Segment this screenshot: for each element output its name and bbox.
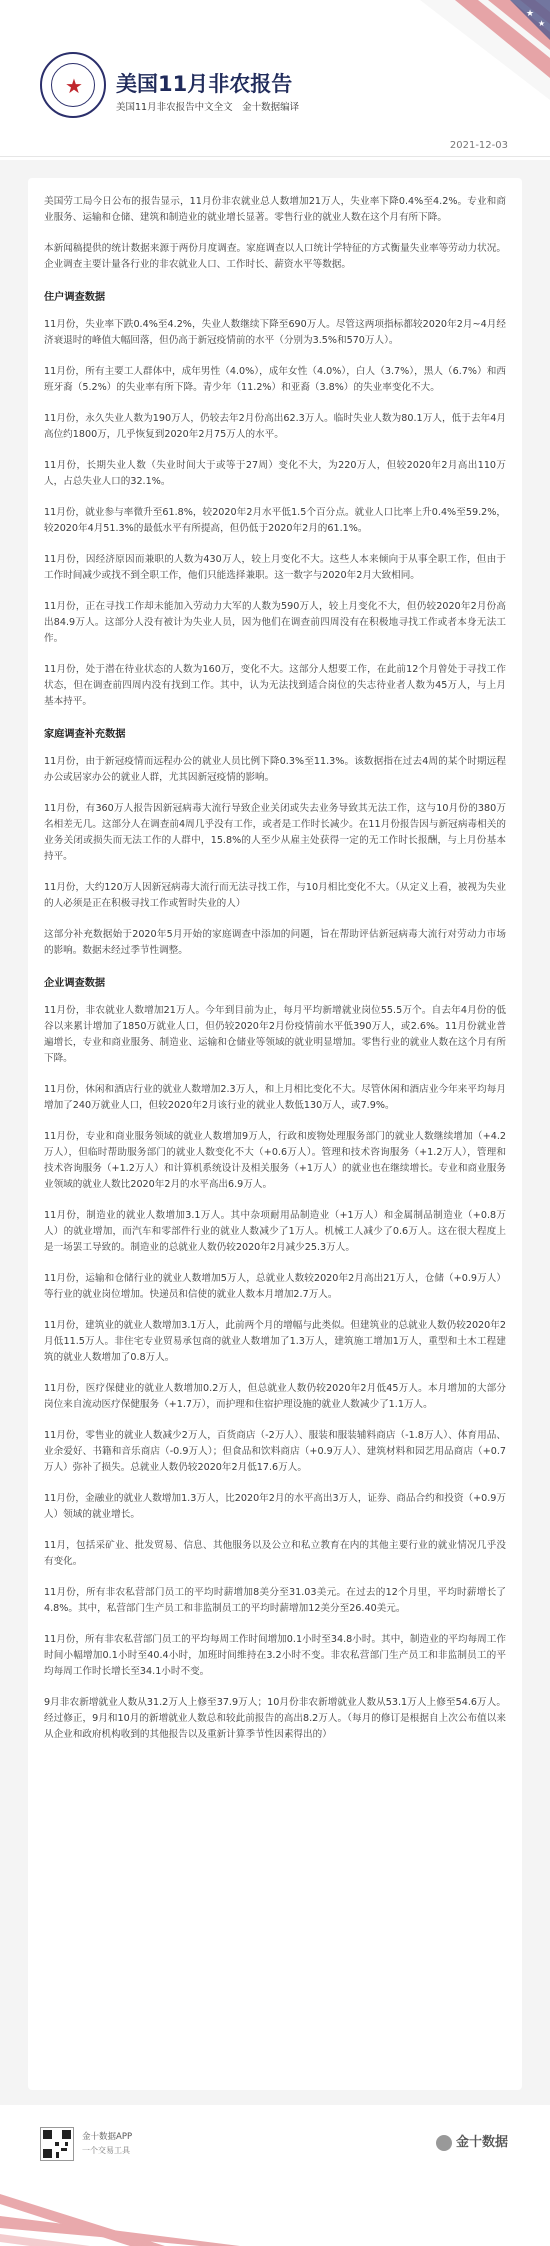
report-header xyxy=(0,0,550,136)
header-divider xyxy=(0,156,550,157)
paragraph: 11月份，金融业的就业人数增加1.3万人，比2020年2月的水平高出3万人，证券、商品合约和投资（+0.9万人）领域的就业增长。 xyxy=(44,1493,506,1520)
brand-mark-icon xyxy=(436,2135,452,2151)
paragraph: 美国劳工局今日公布的报告显示，11月份非农就业总人数增加21万人，失业率下降0.4%至4.2%。专业和商业服务、运输和仓储、建筑和制造业的就业增长显著。零售行业的就业人数在这个月有所下降。 xyxy=(44,196,506,223)
paragraph: 11月份，大约120万人因新冠病毒大流行而无法寻找工作，与10月相比变化不大。（从定义上看，被视为失业的人必须是正在积极寻找工作或暂时失业的人） xyxy=(44,882,506,909)
paragraph: 11月份，就业参与率微升至61.8%，较2020年2月水平低1.5个百分点。就业人口比率上升0.4%至59.2%，较2020年4月51.3%的最低水平有所提高，但仍低于2020年2月的61.1%。 xyxy=(44,507,506,534)
paragraph: 11月份，休闲和酒店行业的就业人数增加2.3万人，和上月相比变化不大。尽管休闲和酒店业今年来平均每月增加了240万就业人口，但较2020年2月该行业的就业人数低130万人，或7.9%。 xyxy=(44,1084,506,1111)
paragraph: 11月份，正在寻找工作却未能加入劳动力大军的人数为590万人，较上月变化不大，但仍较2020年2月份高出84.9万人。这部分人没有被计为失业人员，因为他们在调查前四周没有在积极地寻找工作或者本身无法工作。 xyxy=(44,601,506,644)
paragraph: 11月份，运输和仓储行业的就业人数增加5万人，总就业人数较2020年2月高出21万人，仓储（+0.9万人）等行业的就业岗位增加。快递员和信使的就业人数本月增加2.7万人。 xyxy=(44,1273,506,1300)
app-tagline: 一个交易工具 xyxy=(82,2146,130,2155)
app-name: 金十数据APP xyxy=(82,2132,133,2142)
paragraph: 11月份，永久失业人数为190万人，仍较去年2月份高出62.3万人。临时失业人数为80.1万人，低于去年4月高位约1800万，几乎恢复到2020年2月75万人的水平。 xyxy=(44,413,506,440)
flag-stripes-decoration xyxy=(0,2176,550,2246)
paragraph: 11月份，处于潜在待业状态的人数为160万，变化不大。这部分人想要工作，在此前12个月曾处于寻找工作状态，但在调查前四周内没有找到工作。其中，认为无法找到适合岗位的失志待业者人数为45万人，与上月基本持平。 xyxy=(44,664,506,707)
paragraph: 9月非农新增就业人数从31.2万人上修至37.9万人；10月份非农新增就业人数从53.1万人上修至54.6万人。经过修正，9月和10月的新增就业人数总和较此前报告的高出8.2万人。（每月的修订是根据自上次公布值以来从企业和政府机构收到的其他报告以及重新计算季节性因素得出的） xyxy=(44,1697,506,1740)
paragraph: 11月份，医疗保健业的就业人数增加0.2万人，但总就业人数仍较2020年2月低45万人。本月增加的大部分岗位来自流动医疗保健服务（+1.7万），而护理和住宿护理设施的就业人数减少了1.1万人。 xyxy=(44,1383,506,1410)
paragraph: 11月份，所有非农私营部门员工的平均时薪增加8美分至31.03美元。在过去的12个月里，平均时薪增长了4.8%。其中，私营部门生产员工和非监制员工的平均时薪增加12美分至26.40美元。 xyxy=(44,1587,506,1614)
brand-name: 金十数据 xyxy=(455,2135,508,2150)
page-footer xyxy=(0,2105,550,2246)
paragraph: 11月份，由于新冠疫情而远程办公的就业人员比例下降0.3%至11.3%。该数据指在过去4周的某个时期远程办公或居家办公的就业人群，尤其因新冠疫情的影响。 xyxy=(44,756,506,783)
date-row xyxy=(0,138,550,158)
qr-code-icon xyxy=(40,2127,74,2161)
paragraph: 本新闻稿提供的统计数据来源于两份月度调查。家庭调查以人口统计学特征的方式衡量失业率等劳动力状况。企业调查主要计量各行业的非农就业人口、工作时长、薪资水平等数据。 xyxy=(44,243,506,270)
paragraph: 11月份，有360万人报告因新冠病毒大流行导致企业关闭或失去业务导致其无法工作，这与10月份的380万名相差无几。这部分人在调查前4周几乎没有工作，或者是工作时长减少。在11月份报告因与新冠病毒相关的业务关闭或损失而无法工作的人群中，15.8%的人至少从雇主处获得一定的无工作时长报酬，与上月份基本持平。 xyxy=(44,803,506,862)
paragraph: 11月份，专业和商业服务领域的就业人数增加9万人，行政和废物处理服务部门的就业人数继续增加（+4.2万人），但临时帮助服务部门的就业人数变化不大（+0.6万人）。管理和技术咨询服务（+1.2万人），管理和技术咨询服务（+1.2万人）和计算机系统设计及相关服务（+1万人）的就业也在继续增长。专业和商业服务业领域的就业人数比2020年2月的水平高出6.9万人。 xyxy=(44,1131,506,1190)
paragraph: 11月份，长期失业人数（失业时间大于或等于27周）变化不大，为220万人，但较2020年2月高出110万人，占总失业人口的32.1%。 xyxy=(44,460,506,487)
paragraph: 11月份，非农就业人数增加21万人。今年到目前为止，每月平均新增就业岗位55.5万个。自去年4月份的低谷以来累计增加了1850万就业人口，但仍较2020年2月份疫情前水平低390万人，或2.6%。11月份就业普遍增长，专业和商业服务、制造业、运输和仓储业等领域的就业明显增加。零售行业的就业人数在这个月有所下降。 xyxy=(44,1005,506,1064)
svg-text:★: ★ xyxy=(526,9,535,19)
section-heading: 企业调查数据 xyxy=(44,978,106,989)
paragraph: 11月份，所有主要工人群体中，成年男性（4.0%），成年女性（4.0%），白人（3.7%），黑人（6.7%）和西班牙裔（5.2%）的失业率有所下降。青少年（11.2%）和亚裔（3.8%）的失业率变化不大。 xyxy=(44,366,506,393)
paragraph: 11月份，所有非农私营部门员工的平均每周工作时间增加0.1小时至34.8小时。其中，制造业的平均每周工作时间小幅增加0.1小时至40.4小时，加班时间维持在3.2小时不变。非农私营部门生产员工和非监制员工的平均每周工作时长增长至34.1小时不变。 xyxy=(44,1634,506,1677)
paragraph: 11月份，制造业的就业人数增加3.1万人。其中杂项耐用品制造业（+1万人）和金属制品制造业（+0.8万人）的就业增加，而汽车和零部件行业的就业人数减少了1万人。机械工人减少了0.6万人。这在很大程度上是一场罢工导致的。制造业的总就业人数仍较2020年2月减少25.3万人。 xyxy=(44,1210,506,1253)
us-flag-decoration xyxy=(360,0,550,100)
paragraph: 11月份，零售业的就业人数减少2万人，百货商店（-2万人）、服装和服装辅料商店（-1.8万人）、体育用品、业余爱好、书籍和音乐商店（-0.9万人）；但食品和饮料商店（+0.9万人）、建筑材料和园艺用品商店（+0.7万人）弥补了损失。总就业人数仍较2020年2月低17.6万人。 xyxy=(44,1430,506,1473)
publish-date: 2021-12-03 xyxy=(449,140,508,151)
paragraph: 11月份，建筑业的就业人数增加3.1万人，此前两个月的增幅与此类似。但建筑业的总就业人数仍较2020年2月低11.5万人。非住宅专业贸易承包商的就业人数增加了1.3万人，建筑施工增加1万人，重型和土木工程建筑的就业人数增加了0.8万人。 xyxy=(44,1320,506,1363)
page-subtitle: 美国11月非农报告中文全文 金十数据编译 xyxy=(116,102,300,113)
report-body-card xyxy=(28,178,522,2090)
bureau-of-labor-statistics-seal-icon: ★ xyxy=(40,52,106,118)
paragraph: 11月份，失业率下跌0.4%至4.2%，失业人数继续下降至690万人。尽管这两项指标都较2020年2月~4月经济衰退时的峰值大幅回落，但仍高于新冠疫情前的水平（分别为3.5%和570万人）。 xyxy=(44,319,506,346)
paragraph: 11月，包括采矿业、批发贸易、信息、其他服务以及公立和私立教育在内的其他主要行业的就业情况几乎没有变化。 xyxy=(44,1540,506,1567)
svg-text:★: ★ xyxy=(538,19,546,28)
page-title: 美国11月非农报告 xyxy=(116,72,293,96)
section-heading: 住户调查数据 xyxy=(44,292,106,303)
paragraph: 11月份，因经济原因而兼职的人数为430万人，较上月变化不大。这些人本来倾向于从事全职工作，但由于工作时间减少或找不到全职工作，他们只能选择兼职。这一数字与2020年2月大致相同。 xyxy=(44,554,506,581)
brand-logo xyxy=(436,2131,508,2151)
paragraph: 这部分补充数据始于2020年5月开始的家庭调查中添加的问题，旨在帮助评估新冠病毒大流行对劳动力市场的影响。数据未经过季节性调整。 xyxy=(44,929,506,956)
report-content-area xyxy=(0,160,550,2105)
section-heading: 家庭调查补充数据 xyxy=(44,729,126,740)
